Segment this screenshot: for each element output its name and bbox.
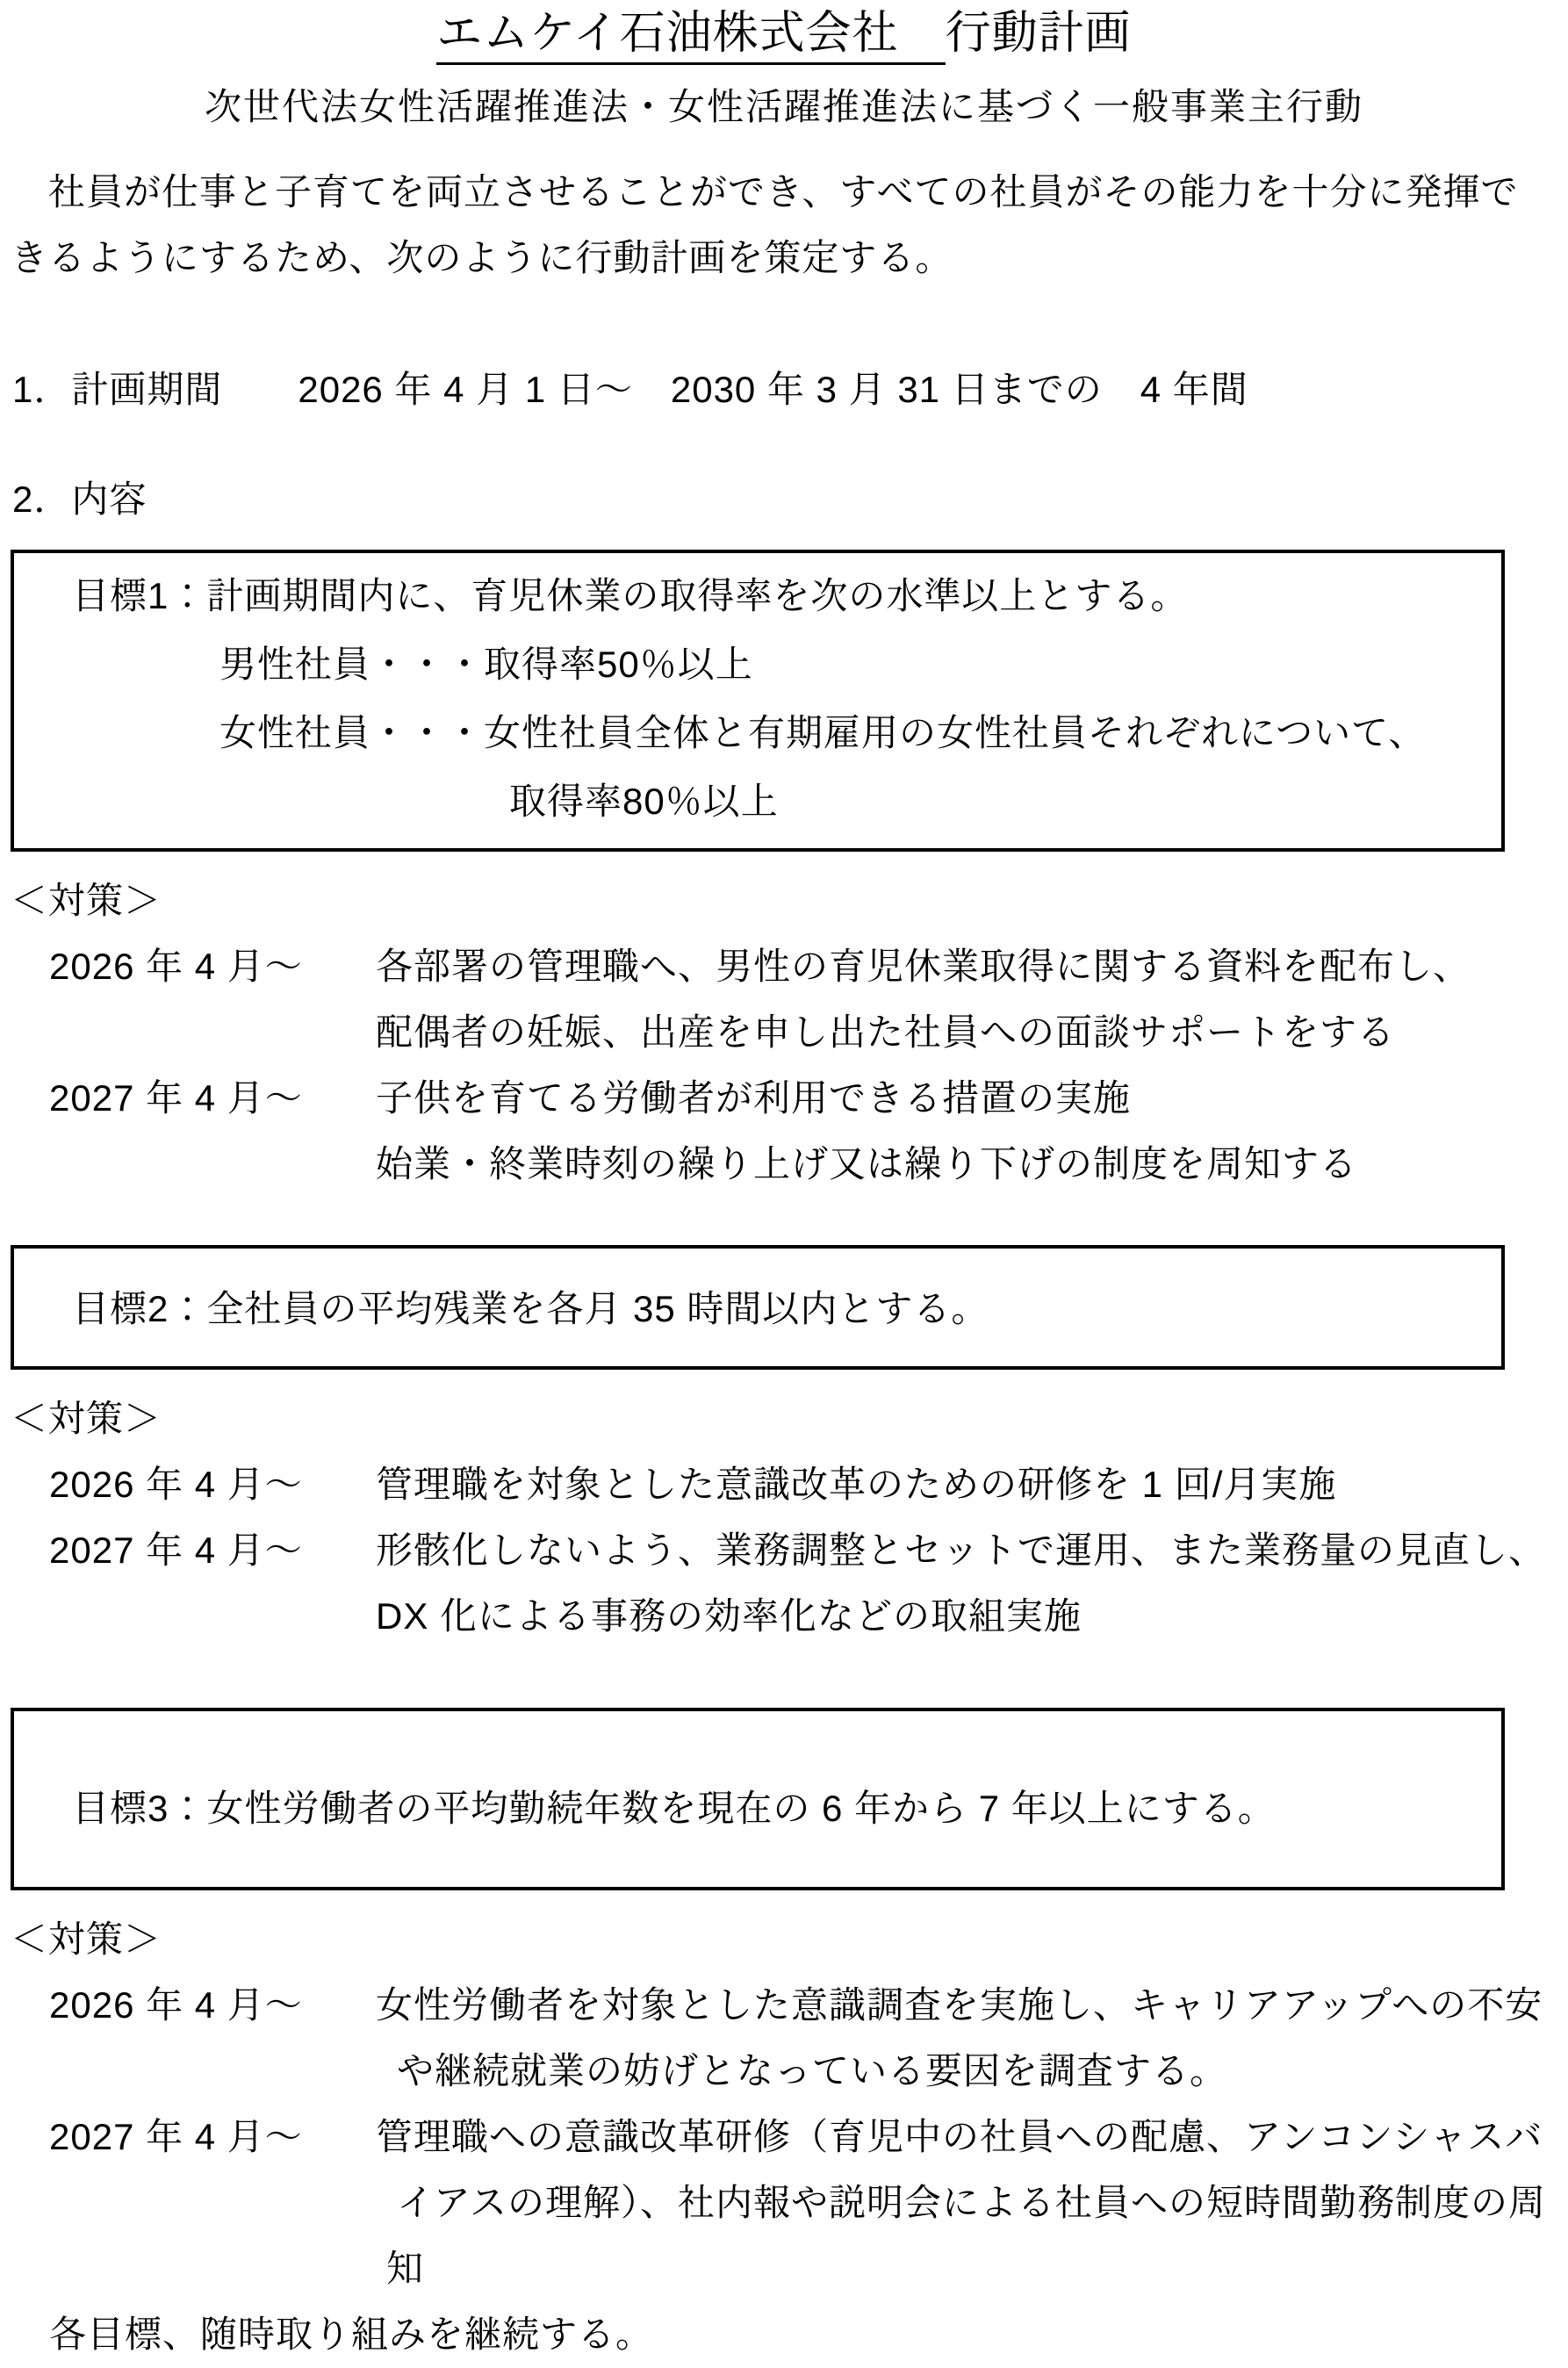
measure-line: 配偶者の妊娠、出産を申し出た社員への面談サポートをする (376, 1011, 1396, 1053)
goal2-box (11, 1245, 1505, 1370)
goal3-measure-row (49, 1972, 1557, 2104)
document-subtitle: 次世代法女性活躍推進法・女性活躍推進法に基づく一般事業主行動 (204, 86, 1363, 127)
goal2-measure-row (49, 1451, 1557, 1517)
intro-line: きるようにするため、次のように行動計画を策定する。 (11, 237, 953, 278)
measure-date: 2026 年 4 月～ (49, 946, 303, 987)
measure-line: 管理職を対象とした意識改革のための研修を 1 回/月実施 (376, 1464, 1337, 1505)
measure-text (376, 1517, 1557, 1649)
measure-line: 子供を育てる労働者が利用できる措置の実施 (376, 1077, 1132, 1119)
goal2-measures-label: ＜対策＞ (11, 1398, 162, 1439)
goal1-measure-row (49, 1065, 1557, 1197)
measure-line: 始業・終業時刻の繰り上げ又は繰り下げの制度を周知する (376, 1143, 1358, 1184)
measure-line: 女性労働者を対象とした意識調査を実施し、キャリアアップへの不安 (376, 1984, 1543, 2026)
document-title-plan: 行動計画 (945, 8, 1132, 59)
measure-text (376, 1972, 1557, 2104)
measure-text (376, 2104, 1557, 2301)
measure-date: 2026 年 4 月～ (49, 1464, 303, 1505)
content-heading: 2．内容 (12, 479, 147, 520)
goal3-measures-label: ＜対策＞ (11, 1918, 162, 1960)
goal1-female-target-cont: 取得率80％以上 (509, 781, 779, 822)
intro-paragraph (11, 159, 1557, 291)
goal1-statement: 目標1：計画期間内に、育児休業の取得率を次の水準以上とする。 (72, 575, 1189, 616)
measure-date: 2027 年 4 月～ (49, 1529, 303, 1571)
measure-line: 知 (386, 2248, 425, 2289)
measure-line: や継続就業の妨げとなっている要因を調査する。 (397, 2050, 1228, 2091)
measure-line: イアスの理解）、社内報や説明会による社員への短時間勤務制度の周 (397, 2182, 1547, 2223)
measure-text (376, 933, 1557, 1065)
goal3-statement: 目標3：女性労働者の平均勤続年数を現在の 6 年から 7 年以上にする。 (72, 1788, 1276, 1829)
goal1-box (11, 550, 1505, 852)
goal2-measure-row (49, 1517, 1557, 1649)
measure-line: 各部署の管理職へ、男性の育児休業取得に関する資料を配布し、 (376, 946, 1471, 987)
goal1-measures-label: ＜対策＞ (11, 880, 162, 921)
measure-line: 形骸化しないよう、業務調整とセットで運用、また業務量の見直し、 (376, 1529, 1547, 1571)
goal2-statement: 目標2：全社員の平均残業を各月 35 時間以内とする。 (72, 1288, 989, 1329)
plan-period-line: 1．計画期間 2026 年 4 月 1 日～ 2030 年 3 月 31 日までの 4 年間 (12, 369, 1248, 410)
intro-line: 社員が仕事と子育てを両立させることができ、すべての社員がその能力を十分に発揮で (11, 171, 1519, 212)
measure-line: DX 化による事務の効率化などの取組実施 (376, 1595, 1082, 1637)
measure-text (376, 1451, 1557, 1517)
closing-note: 各目標、随時取り組みを継続する。 (49, 2314, 654, 2355)
measure-date: 2027 年 4 月～ (49, 2116, 303, 2157)
measure-line: 管理職への意識改革研修（育児中の社員への配慮、アンコンシャスバ (376, 2116, 1543, 2157)
measure-date: 2027 年 4 月～ (49, 1077, 303, 1119)
measure-date: 2026 年 4 月～ (49, 1984, 303, 2026)
document-title-company: エムケイ石油株式会社 (436, 8, 945, 65)
goal3-box (11, 1708, 1505, 1890)
goal1-measure-row (49, 933, 1557, 1065)
goal3-measure-row (49, 2104, 1557, 2301)
goal1-male-target: 男性社員・・・取得率50％以上 (219, 644, 753, 685)
document-title (11, 5, 1557, 61)
goal1-female-target: 女性社員・・・女性社員全体と有期雇用の女性社員それぞれについて、 (219, 712, 1427, 753)
measure-text (376, 1065, 1557, 1197)
